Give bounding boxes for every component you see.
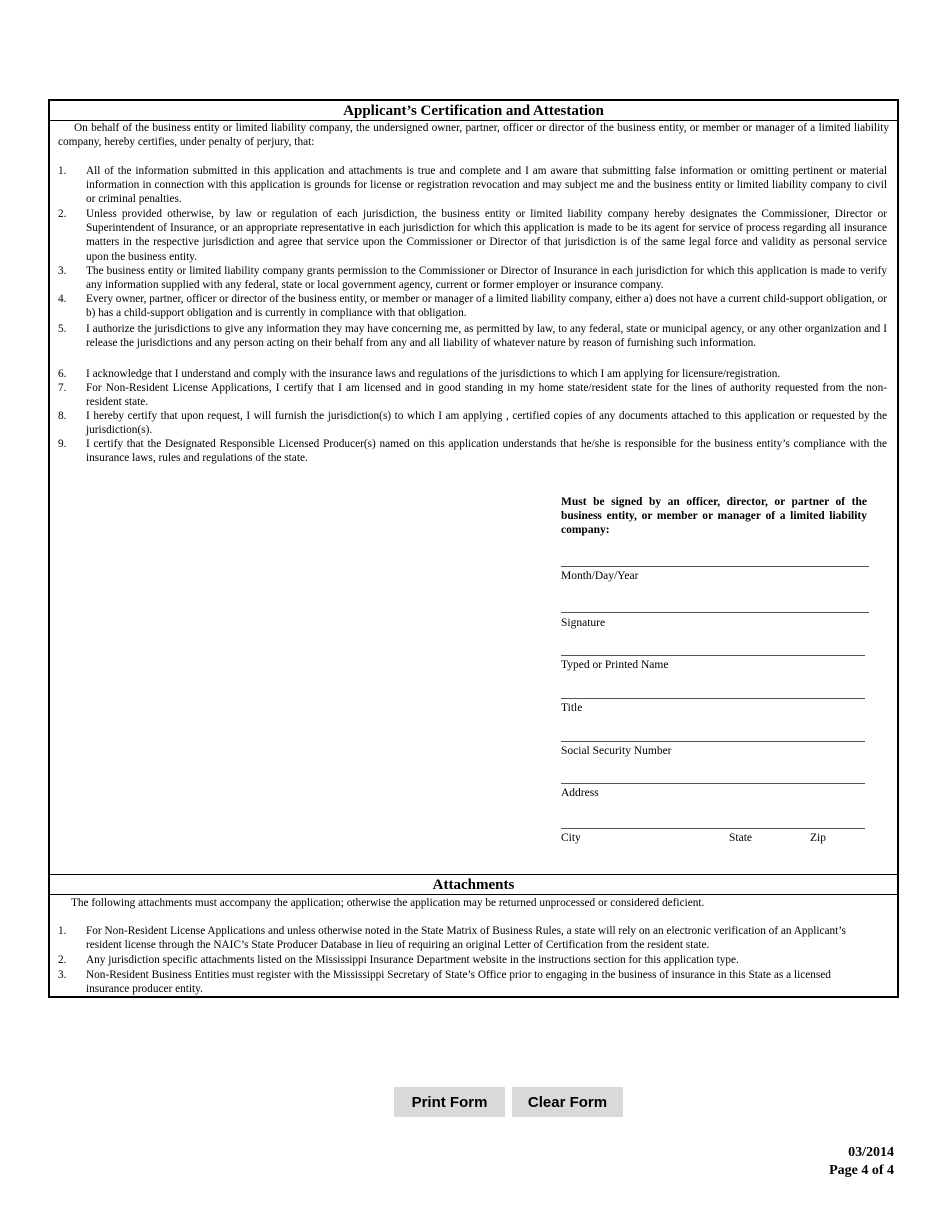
city-label: City: [561, 832, 581, 844]
attachments-intro: The following attachments must accompany the application; otherwise the application may be returned unprocessed or considered deficient.: [71, 897, 705, 909]
print-form-button[interactable]: Print Form: [394, 1087, 505, 1117]
ssn-label: Social Security Number: [561, 745, 672, 757]
item-number: 3.: [58, 969, 67, 981]
ssn-input-line[interactable]: [561, 741, 865, 742]
item-number: 2.: [58, 954, 67, 966]
title-label: Title: [561, 702, 583, 714]
form-revision-date: 03/2014: [848, 1145, 894, 1160]
clear-form-button[interactable]: Clear Form: [512, 1087, 623, 1117]
city-state-zip-input-line[interactable]: [561, 828, 865, 829]
address-label: Address: [561, 787, 599, 799]
state-label: State: [729, 832, 752, 844]
printed-name-input-line[interactable]: [561, 655, 865, 656]
item-text: The business entity or limited liability company grants permission to the Commissioner or Director of Insurance in each jurisdiction for which this application is made to verify any information supplied with any federal, state or local government agency, current or former employer or insurance company.: [86, 265, 887, 292]
item-text: I hereby certify that upon request, I will furnish the jurisdiction(s) to which I am applying , certified copies of any documents attached to this application or requested by the jurisdiction(s).: [86, 410, 887, 437]
item-text: I certify that the Designated Responsible Licensed Producer(s) named on this application understands that he/she is responsible for the business entity’s compliance with the insurance laws, rules and regulations of the state.: [86, 438, 887, 465]
item-text: I authorize the jurisdictions to give any information they may have concerning me, as permitted by law, to any federal, state or municipal agency, or any other organization and I release the jurisdictions and any person acting on their behalf from any and all liability of whatever nature by reason of furnishing such information.: [86, 323, 887, 350]
address-input-line[interactable]: [561, 783, 865, 784]
item-number: 7.: [58, 382, 67, 394]
item-number: 9.: [58, 438, 67, 450]
zip-label: Zip: [810, 832, 826, 844]
certification-intro: On behalf of the business entity or limited liability company, the undersigned owner, partner, officer or director of the business entity, or member or manager of a limited liability company, hereby certifies, under penalty of perjury, that:: [58, 122, 889, 149]
item-number: 4.: [58, 293, 67, 305]
item-text: Non-Resident Business Entities must register with the Mississippi Secretary of State’s Office prior to engaging in the business of insurance in this State as a licensed insurance producer entity.: [86, 969, 831, 996]
application-form-page: [48, 99, 899, 998]
attachments-title-divider: [50, 894, 897, 895]
signature-instruction: Must be signed by an officer, director, or partner of the business entity, or member or manager of a limited liability company:: [561, 496, 867, 537]
item-number: 2.: [58, 208, 67, 220]
item-text: Any jurisdiction specific attachments listed on the Mississippi Insurance Department website in the instructions section for this application type.: [86, 954, 739, 966]
title-input-line[interactable]: [561, 698, 865, 699]
item-number: 1.: [58, 165, 67, 177]
attachments-top-divider: [50, 874, 897, 875]
certification-title: Applicant’s Certification and Attestation: [343, 103, 604, 119]
page-number: Page 4 of 4: [829, 1163, 894, 1178]
item-number: 8.: [58, 410, 67, 422]
signature-input-line[interactable]: [561, 612, 869, 613]
attachments-title: Attachments: [432, 877, 515, 893]
item-number: 5.: [58, 323, 67, 335]
item-text: All of the information submitted in this application and attachments is true and complete and I am aware that submitting false information or omitting pertinent or material information in connection with this application is grounds for license or registration revocation and may subject me and the business entity or limited liability company to civil or criminal penalties.: [86, 165, 887, 206]
item-text: I acknowledge that I understand and comply with the insurance laws and regulations of the jurisdictions to which I am applying for licensure/registration.: [86, 368, 781, 380]
item-number: 6.: [58, 368, 67, 380]
signature-label: Signature: [561, 617, 606, 629]
item-number: 1.: [58, 925, 67, 937]
printed-name-label: Typed or Printed Name: [561, 659, 669, 671]
date-label: Month/Day/Year: [561, 570, 639, 582]
item-text: For Non-Resident License Applications and unless otherwise noted in the State Matrix of Business Rules, a state will rely on an electronic verification of an Applicant’s resident license through the NAIC’s State Producer Database in lieu of requiring an original Letter of Certification from the resident state.: [86, 925, 846, 952]
item-text: Every owner, partner, officer or director of the business entity, or member or manager of a limited liability company, either a) does not have a current child-support obligation, or b) has a child-support obligation and is currently in compliance with that obligation.: [86, 293, 887, 320]
item-text: Unless provided otherwise, by law or regulation of each jurisdiction, the business entity or limited liability company hereby designates the Commissioner, Director or Superintendent of Insurance, or an appropriate representative in each jurisdiction for which this application is made to be its agent for service of process regarding all insurance matters in the respective jurisdiction and agree that service upon the Commissioner or Director of that jurisdiction is of the same legal force and validity as personal service upon the business entity.: [86, 208, 887, 263]
item-text: For Non-Resident License Applications, I certify that I am licensed and in good standing in my home state/resident state for the lines of authority requested from the non-resident state.: [86, 382, 887, 409]
date-input-line[interactable]: [561, 566, 869, 567]
item-number: 3.: [58, 265, 67, 277]
